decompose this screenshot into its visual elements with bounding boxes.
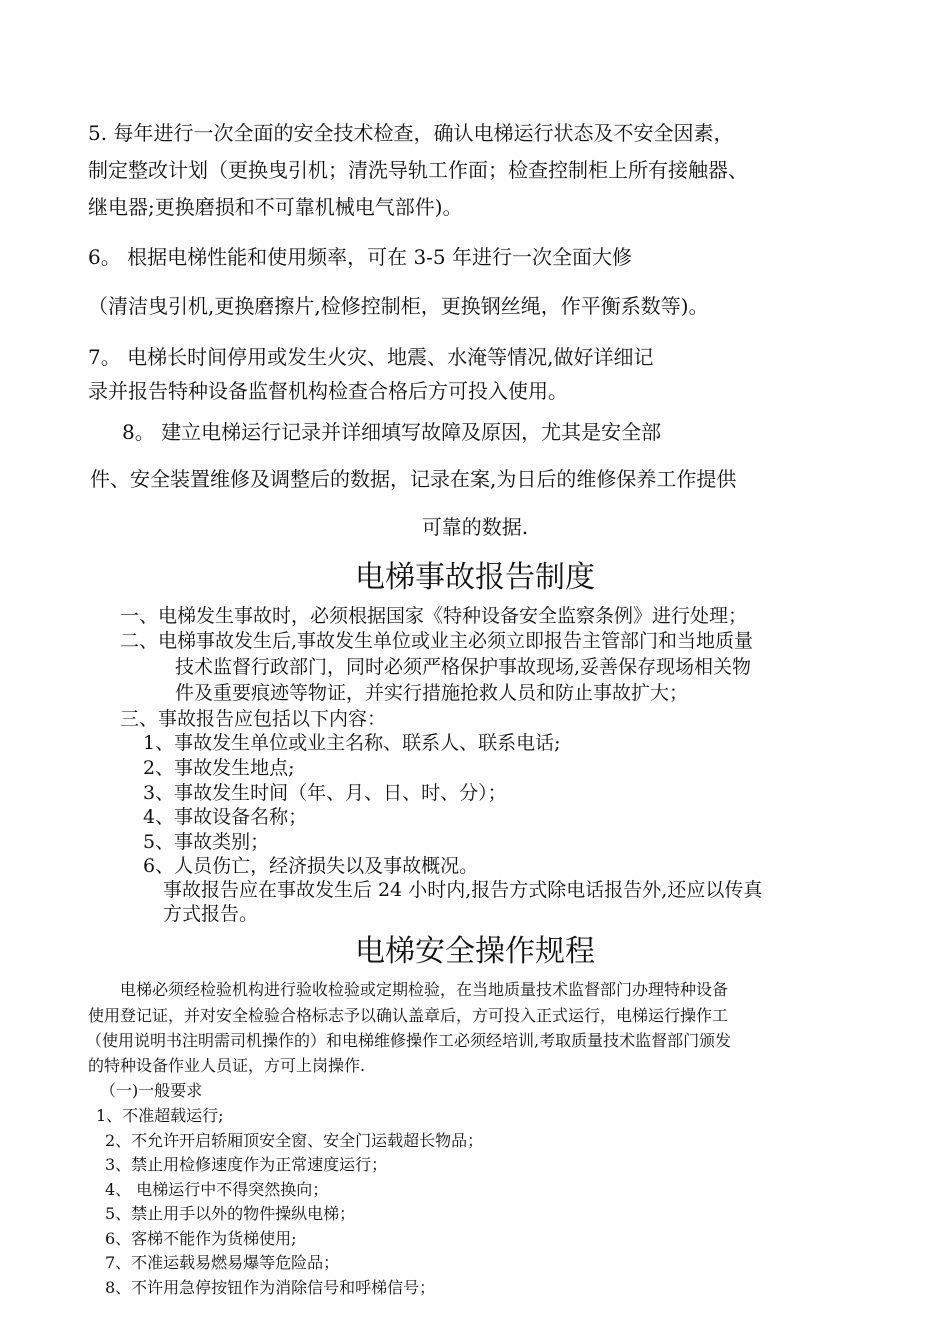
accident-line-9: 4、事故设备名称； bbox=[143, 806, 308, 828]
general-requirements-heading: （一)一般要求 bbox=[100, 1081, 203, 1100]
operation-intro-3: （使用说明书注明需司机操作的）和电梯维修操作工必须经培训,考取质量技术监督部门颁发 bbox=[86, 1031, 732, 1050]
accident-line-1: 一、电梯发生事故时，必须根据国家《特种设备安全监察条例》进行处理； bbox=[120, 605, 748, 627]
item8-line3: 可靠的数据. bbox=[421, 515, 529, 539]
item5-line2: 制定整改计划（更换曳引机；清洗导轨工作面；检查控制柜上所有接触器、 bbox=[88, 158, 748, 182]
rule-1: 1、不准超载运行; bbox=[96, 1106, 224, 1125]
accident-line-7: 2、事故发生地点; bbox=[143, 757, 295, 779]
accident-report-title: 电梯事故报告制度 bbox=[355, 560, 595, 595]
accident-line-6: 1、事故发生单位或业主名称、联系人、联系电话; bbox=[143, 732, 561, 754]
rule-6: 6、客梯不能作为货梯使用; bbox=[105, 1229, 297, 1248]
accident-line-3: 技术监督行政部门，同时必须严格保护事故现场,妥善保存现场相关物 bbox=[175, 656, 752, 678]
accident-line-5: 三、事故报告应包括以下内容： bbox=[120, 708, 387, 730]
accident-line-10: 5、事故类别； bbox=[143, 831, 270, 853]
accident-line-2: 二、电梯事故发生后,事故发生单位或业主必须立即报告主管部门和当地质量 bbox=[120, 630, 754, 652]
item8-line1: 8。 建立电梯运行记录并详细填写故障及原因，尤其是安全部 bbox=[122, 420, 662, 444]
accident-line-12: 事故报告应在事故发生后 24 小时内,报告方式除电话报告外,还应以传真 bbox=[163, 879, 763, 901]
rule-2: 2、不允许开启轿厢顶安全窗、安全门运载超长物品； bbox=[105, 1131, 484, 1150]
item7-line2: 录并报告特种设备监督机构检查合格后方可投入使用。 bbox=[88, 379, 568, 403]
operation-intro-1: 电梯必须经检验机构进行验收检验或定期检验，在当地质量技术监督部门办理特种设备 bbox=[120, 980, 729, 999]
item6-line2: （清洁曳引机,更换磨擦片,检修控制柜，更换钢丝绳，作平衡系数等)。 bbox=[88, 294, 709, 318]
accident-line-4: 件及重要痕迹等物证，并实行措施抢救人员和防止事故扩大； bbox=[175, 682, 689, 704]
item6-line1: 6。 根据电梯性能和使用频率，可在 3-5 年进行一次全面大修 bbox=[88, 245, 633, 269]
operation-intro-2: 使用登记证，并对安全检验合格标志予以确认盖章后，方可投入正式运行，电梯运行操作工 bbox=[88, 1006, 729, 1025]
rule-4: 4、 电梯运行中不得突然换向； bbox=[105, 1180, 329, 1199]
rule-5: 5、禁止用手以外的物件操纵电梯； bbox=[105, 1204, 356, 1223]
rule-7: 7、不准运载易燃易爆等危险品； bbox=[105, 1253, 340, 1272]
operation-intro-4: 的特种设备作业人员证，方可上岗操作. bbox=[88, 1056, 366, 1075]
accident-line-11: 6、人员伤亡，经济损失以及事故概况。 bbox=[143, 855, 479, 877]
safe-operation-title: 电梯安全操作规程 bbox=[355, 934, 595, 969]
item5-line1: 5. 每年进行一次全面的安全技术检查，确认电梯运行状态及不安全因素， bbox=[88, 121, 734, 145]
rule-3: 3、禁止用检修速度作为正常速度运行； bbox=[105, 1155, 388, 1174]
item8-line2: 件、安全装置维修及调整后的数据，记录在案,为日后的维修保养工作提供 bbox=[90, 467, 737, 491]
accident-line-8: 3、事故发生时间（年、月、日、时、分）； bbox=[143, 782, 507, 804]
rule-8: 8、不许用急停按钮作为消除信号和呼梯信号； bbox=[105, 1278, 436, 1297]
accident-line-13: 方式报告。 bbox=[163, 903, 259, 925]
item7-line1: 7。 电梯长时间停用或发生火灾、地震、水淹等情况,做好详细记 bbox=[88, 345, 654, 369]
item5-line3: 继电器;更换磨损和不可靠机械电气部件)。 bbox=[88, 195, 463, 219]
